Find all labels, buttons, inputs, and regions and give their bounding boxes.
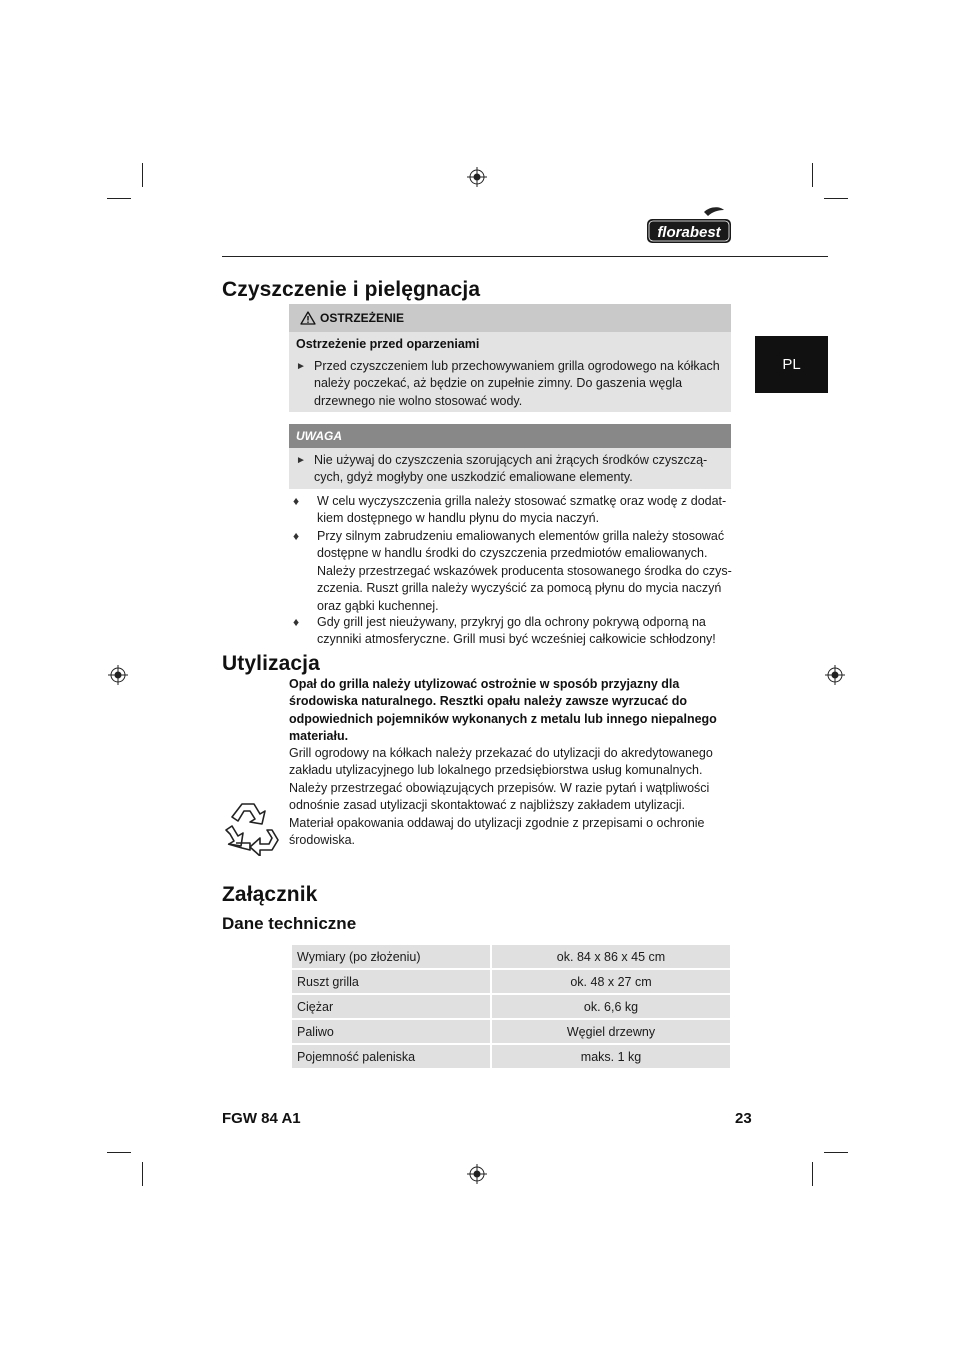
crop-mark — [107, 198, 131, 199]
registration-mark-icon — [467, 1164, 487, 1184]
diamond-bullet-icon: ♦ — [293, 529, 300, 543]
florabest-logo — [646, 206, 732, 246]
disposal-text: Grill ogrodowy na kółkach należy przekazać do utylizacji do akredytowanego zakładu utylizacyjnego lub lokalnego przedsiębiorstwa usług komunalnych. Należy przestrzegać obowiązujących przepisów. W razie pytań i wątpliwości odnośnie zasad utylizacji skontaktować z najbliższy zakładem utylizacji. Materiał opakowania oddawaj do utylizacji zgodnie z przepisami o ochronie środowiska. — [289, 746, 713, 848]
crop-mark — [142, 1162, 143, 1186]
registration-mark-icon — [825, 665, 845, 685]
recycle-icon — [220, 800, 280, 856]
spec-value: Węgiel drzewny — [492, 1020, 730, 1043]
logo-text: florabest — [657, 224, 721, 241]
warning-subtitle: Ostrzeżenie przed oparzeniami — [296, 337, 480, 351]
notice-text: Nie używaj do czyszczenia szorujących ani żrących środków czyszczą- cych, gdyż mogłyby one uszkodzić emaliowane elementy. — [314, 453, 708, 485]
spec-value: maks. 1 kg — [492, 1045, 730, 1068]
spec-key: Ruszt grilla — [292, 970, 490, 993]
subsection-title-specs: Dane techniczne — [222, 914, 357, 933]
warning-triangle-icon — [300, 311, 316, 325]
warning-label: OSTRZEŻENIE — [320, 311, 405, 325]
list-item: Przy silnym zabrudzeniu emaliowanych elementów grilla należy stosować dostępne w handlu środki do czyszczenia przedmiotów emaliowanych. Należy przestrzegać wskazówek producenta stosowanego środka do czys- zczenia. Ruszt grilla należy wyczyścić za pomocą płynu do mycia naczyń oraz gąbki kuchennej. — [317, 529, 732, 613]
crop-mark — [812, 163, 813, 187]
specs-table — [290, 943, 732, 1070]
spec-key: Pojemność paleniska — [292, 1045, 490, 1068]
disposal-bold-text: Opał do grilla należy utylizować ostrożnie w sposób przyjazny dla środowiska naturalnego. Resztki opału należy zawsze wyrzucać do odpowiednich pojemników wykonanych z metalu lub innego niepalnego materiału. — [289, 677, 717, 744]
section-title-cleaning: Czyszczenie i pielęgnacja — [222, 278, 481, 301]
notice-label: UWAGA — [289, 424, 731, 448]
table-row — [292, 970, 730, 993]
language-tab: PL — [755, 336, 828, 393]
arrow-bullet-icon: ► — [296, 361, 306, 372]
registration-mark-icon — [108, 665, 128, 685]
table-row — [292, 945, 730, 968]
arrow-bullet-icon: ► — [296, 455, 306, 466]
table-row — [292, 995, 730, 1018]
diamond-bullet-icon: ♦ — [293, 494, 300, 508]
table-row — [292, 1045, 730, 1068]
section-title-disposal: Utylizacja — [222, 652, 320, 675]
list-item: Gdy grill jest nieużywany, przykryj go dla ochrony pokrywą odporną na czynniki atmosferyczne. Grill musi być wcześniej całkowicie schłodzony! — [317, 615, 716, 647]
crop-mark — [812, 1162, 813, 1186]
page-number: 23 — [735, 1110, 752, 1127]
crop-mark — [142, 163, 143, 187]
spec-key: Ciężar — [292, 995, 490, 1018]
crop-mark — [107, 1152, 131, 1153]
spec-value: ok. 48 x 27 cm — [492, 970, 730, 993]
section-title-appendix: Załącznik — [222, 883, 318, 906]
table-row — [292, 1020, 730, 1043]
footer-model: FGW 84 A1 — [222, 1110, 301, 1127]
warning-box-header — [289, 304, 731, 332]
list-item: W celu wyczyszczenia grilla należy stosować szmatkę oraz wodę z dodat- kiem dostępnego w handlu płynu do mycia naczyń. — [317, 494, 727, 526]
spec-key: Wymiary (po złożeniu) — [292, 945, 490, 968]
crop-mark — [824, 198, 848, 199]
diamond-bullet-icon: ♦ — [293, 615, 300, 629]
spec-key: Paliwo — [292, 1020, 490, 1043]
spec-value: ok. 6,6 kg — [492, 995, 730, 1018]
registration-mark-icon — [467, 167, 487, 187]
header-rule — [222, 256, 828, 257]
crop-mark — [824, 1152, 848, 1153]
spec-value: ok. 84 x 86 x 45 cm — [492, 945, 730, 968]
warning-text: Przed czyszczeniem lub przechowywaniem grilla ogrodowego na kółkach należy poczekać, aż będzie on zupełnie zimny. Do gaszenia węgla drzewnego nie wolno stosować wody. — [314, 359, 720, 408]
